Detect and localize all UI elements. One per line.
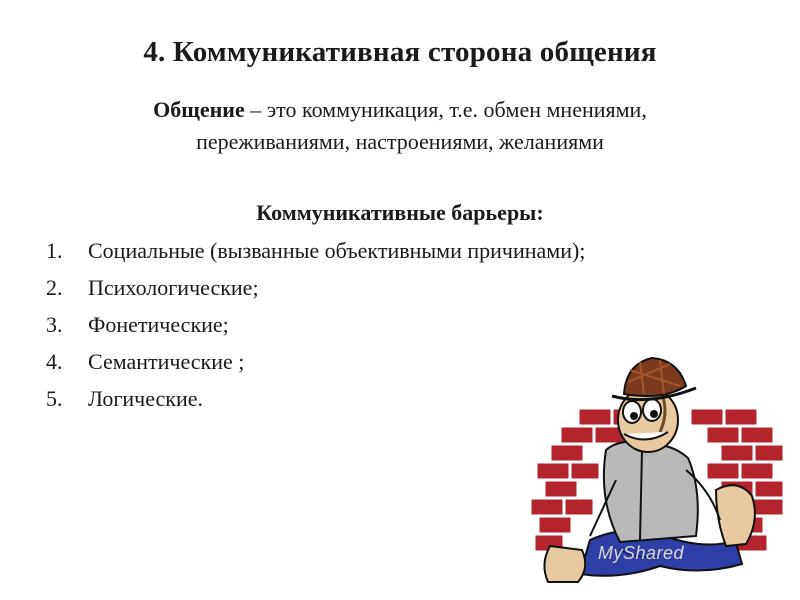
list-item-number: 3. [46, 312, 63, 337]
list-item-number: 5. [46, 386, 63, 411]
barriers-list [46, 236, 585, 421]
list-item-number: 1. [46, 238, 63, 263]
list-item-label: Семантические ; [88, 349, 245, 374]
list-item [46, 236, 585, 273]
definition-text: – это коммуникация, т.е. обмен мнениями, переживаниями, настроениями, желаниями [196, 97, 647, 154]
list-item-number: 4. [46, 349, 63, 374]
list-item-label: Социальные (вызванные объективными причинами); [88, 238, 586, 263]
slide-title: 4. Коммуникативная сторона общения [143, 36, 657, 68]
barriers-heading: Коммуникативные барьеры: [256, 200, 544, 225]
list-item [46, 310, 585, 347]
watermark: MyShared [598, 543, 685, 563]
list-item-label: Логические. [88, 386, 204, 411]
definition-term: Общение [153, 97, 245, 122]
list-item [46, 347, 585, 384]
list-item [46, 273, 585, 310]
definition-paragraph [80, 94, 720, 158]
list-item-number: 2. [46, 275, 63, 300]
list-item-label: Психологические; [88, 275, 259, 300]
jacket [590, 442, 720, 542]
hat [612, 358, 696, 400]
list-item [46, 384, 585, 421]
list-item-label: Фонетические; [88, 312, 229, 337]
